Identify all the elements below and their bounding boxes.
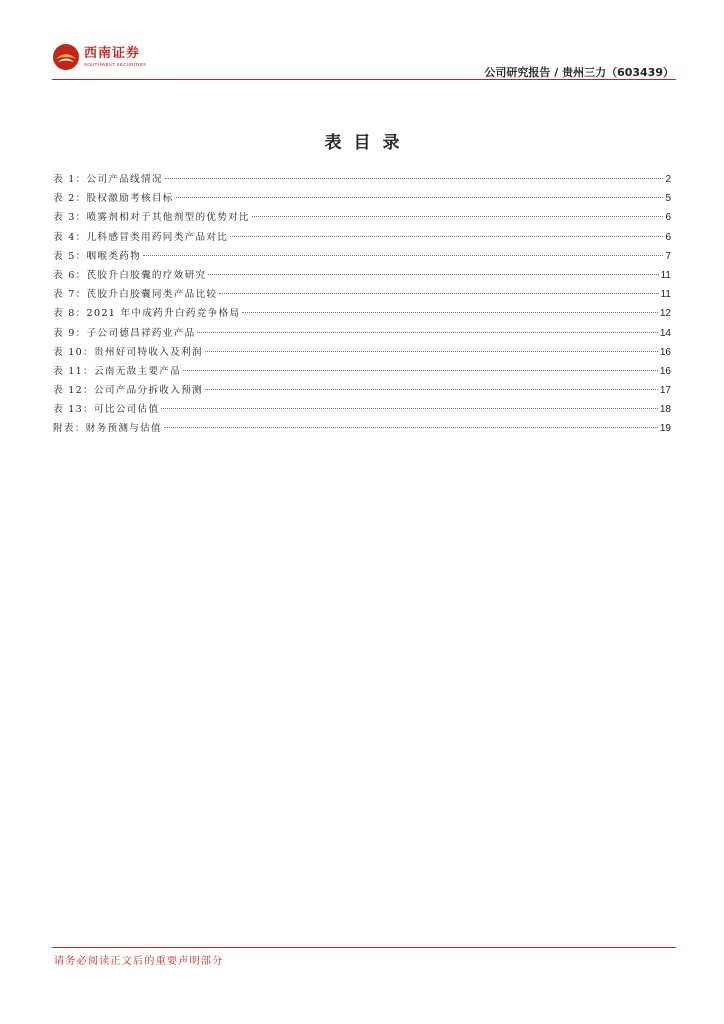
toc-entry-label: 表 13：可比公司估值 (53, 404, 160, 416)
toc-entry-page: 14 (659, 327, 671, 339)
logo-english-name: SOUTHWEST SECURITIES (84, 62, 147, 67)
toc-dot-leader (205, 389, 658, 390)
toc-entry-label: 表 6：芪胶升白胶囊的疗效研究 (53, 269, 207, 281)
toc-dot-leader (143, 255, 663, 256)
toc-dot-leader (219, 293, 658, 294)
toc-entry[interactable] (53, 228, 671, 247)
toc-entry-label: 表 9：子公司德昌祥药业产品 (53, 327, 196, 339)
report-title: 公司研究报告 / 贵州三力（603439） (484, 66, 674, 79)
toc-entry-page: 17 (659, 385, 671, 397)
toc-entry-page: 11 (660, 289, 671, 301)
page-header (52, 40, 676, 82)
toc-dot-leader (176, 197, 664, 198)
toc-entry[interactable] (53, 400, 671, 419)
toc-entry-page: 16 (659, 346, 671, 358)
toc-entry-label: 表 4：儿科感冒类用药同类产品对比 (53, 231, 229, 243)
header-divider (52, 79, 676, 80)
toc-entry-label: 表 3：喷雾剂相对于其他剂型的优势对比 (53, 212, 250, 224)
toc-entry-page: 6 (665, 231, 671, 243)
toc-entry[interactable] (53, 419, 671, 438)
table-of-tables (53, 170, 671, 439)
toc-entry-page: 6 (665, 212, 671, 224)
toc-entry[interactable] (53, 208, 671, 227)
toc-entry-page: 18 (659, 404, 671, 416)
toc-entry-page: 12 (659, 308, 671, 320)
company-logo (52, 43, 146, 71)
toc-entry-label: 表 8：2021 年中成药升白药竞争格局 (53, 308, 241, 320)
toc-entry[interactable] (53, 304, 671, 323)
toc-entry-label: 附表：财务预测与估值 (53, 423, 162, 435)
toc-dot-leader (252, 216, 663, 217)
toc-entry-page: 16 (659, 365, 671, 377)
toc-dot-leader (164, 427, 658, 428)
toc-entry-page: 2 (665, 174, 671, 185)
toc-entry-label: 表 11：云南无敌主要产品 (53, 365, 182, 377)
logo-icon (52, 43, 80, 71)
toc-entry-label: 表 2：股权激励考核目标 (53, 193, 174, 205)
toc-entry[interactable] (53, 247, 671, 266)
toc-dot-leader (165, 178, 664, 179)
toc-dot-leader (197, 332, 657, 333)
toc-entry[interactable] (53, 324, 671, 343)
toc-entry-label: 表 10：贵州好司特收入及利润 (53, 346, 203, 358)
footer-divider (52, 947, 676, 948)
toc-dot-leader (230, 236, 663, 237)
toc-entry[interactable] (53, 285, 671, 304)
toc-entry-label: 表 7：芪胶升白胶囊同类产品比较 (53, 289, 218, 301)
toc-entry-page: 11 (660, 269, 671, 281)
toc-dot-leader (183, 370, 658, 371)
toc-entry[interactable] (53, 266, 671, 285)
toc-dot-leader (161, 408, 658, 409)
toc-entry-page: 7 (665, 250, 671, 262)
toc-entry[interactable] (53, 362, 671, 381)
logo-chinese-name: 西南证券 (84, 46, 141, 61)
toc-dot-leader (208, 274, 658, 275)
toc-entry[interactable] (53, 189, 671, 208)
toc-entry[interactable] (53, 170, 671, 189)
toc-entry-label: 表 12：公司产品分拆收入预测 (53, 385, 203, 397)
toc-heading: 表目录 (324, 133, 412, 153)
toc-entry[interactable] (53, 343, 671, 362)
toc-dot-leader (242, 312, 658, 313)
toc-entry-label: 表 1：公司产品线情况 (53, 174, 163, 185)
toc-dot-leader (205, 351, 658, 352)
toc-entry-label: 表 5：咽喉类药物 (53, 250, 142, 262)
footer-disclaimer: 请务必阅读正文后的重要声明部分 (54, 956, 224, 967)
toc-entry-page: 5 (665, 193, 671, 205)
toc-entry-page: 19 (659, 423, 671, 435)
toc-entry[interactable] (53, 381, 671, 400)
